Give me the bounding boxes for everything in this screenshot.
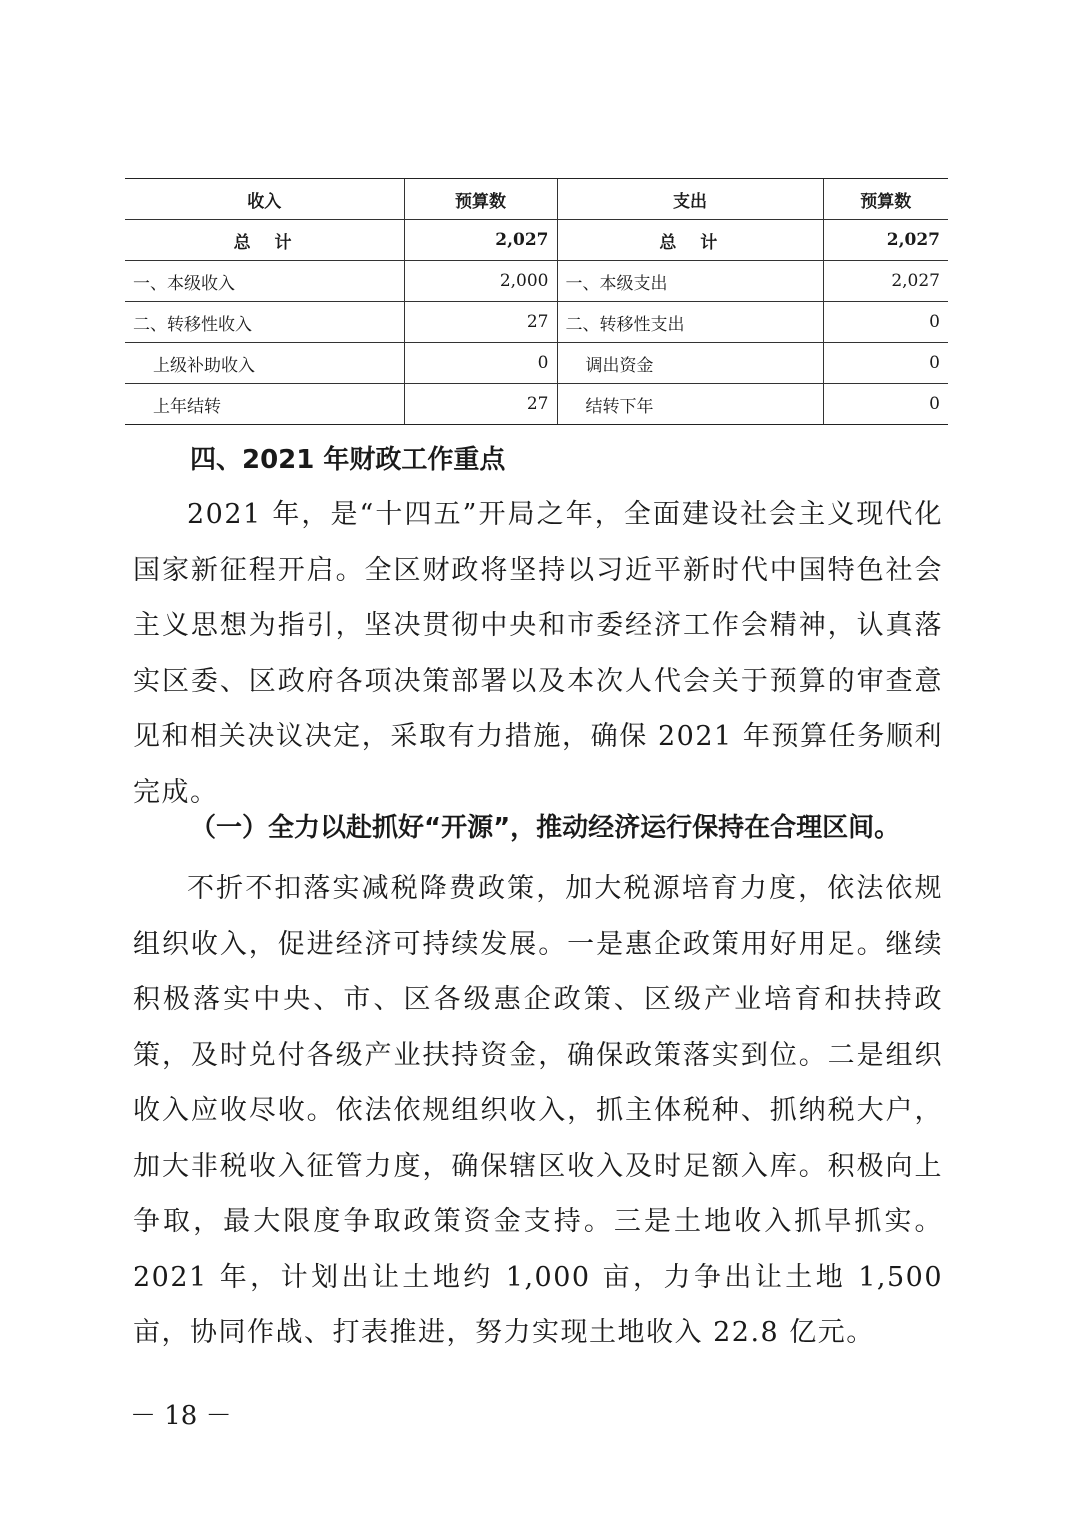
expense-label: 一、本级支出 [557,261,823,302]
section-subheading: （一）全力以赴抓好“开源”，推动经济运行保持在合理区间。 [190,813,901,843]
table-row [125,343,948,384]
header-expense-budget: 预算数 [823,179,948,220]
income-value: 0 [404,343,557,384]
table-row [125,384,948,425]
expense-value: 0 [823,302,948,343]
expense-value: 2,027 [823,261,948,302]
income-value: 2,000 [404,261,557,302]
expense-label: 结转下年 [557,384,823,425]
expense-value: 0 [823,343,948,384]
table-row-total [125,220,948,261]
total-expense-value: 2,027 [823,220,948,261]
income-label: 上年结转 [125,384,404,425]
header-income: 收入 [125,179,404,220]
income-label: 上级补助收入 [125,343,404,384]
income-label: 二、转移性收入 [125,302,404,343]
expense-label: 二、转移性支出 [557,302,823,343]
section-heading: 四、2021 年财政工作重点 [190,445,506,475]
expense-label: 调出资金 [557,343,823,384]
page-number: － 18 － [130,1401,232,1431]
income-label: 一、本级收入 [125,261,404,302]
table-row [125,261,948,302]
total-income-value: 2,027 [404,220,557,261]
income-value: 27 [404,384,557,425]
income-value: 27 [404,302,557,343]
table-header-row [125,179,948,220]
budget-table [125,178,948,425]
body-paragraph-1: 2021 年，是“十四五”开局之年，全面建设社会主义现代化国家新征程开启。全区财政将坚持以习近平新时代中国特色社会主义思想为指引，坚决贯彻中央和市委经济工作会精神，认真落实区委、区政府各项决策部署以及本次人代会关于预算的审查意见和相关决议决定，采取有力措施，确保 2021 年预算任务顺利完成。 [133,499,943,808]
header-income-budget: 预算数 [404,179,557,220]
body-paragraph-2: 不折不扣落实减税降费政策，加大税源培育力度，依法依规组织收入，促进经济可持续发展。一是惠企政策用好用足。继续积极落实中央、市、区各级惠企政策、区级产业培育和扶持政策，及时兑付各级产业扶持资金，确保政策落实到位。二是组织收入应收尽收。依法依规组织收入，抓主体税种、抓纳税大户，加大非税收入征管力度，确保辖区收入及时足额入库。积极向上争取，最大限度争取政策资金支持。三是土地收入抓早抓实。2021 年，计划出让土地约 1,000 亩，力争出让土地 1,500 亩，协同作战、打表推进，努力实现土地收入 22.8 亿元。 [133,873,943,1348]
header-expense: 支出 [557,179,823,220]
total-income-label: 总 计 [125,220,404,261]
table-row [125,302,948,343]
expense-value: 0 [823,384,948,425]
total-expense-label: 总 计 [557,220,823,261]
